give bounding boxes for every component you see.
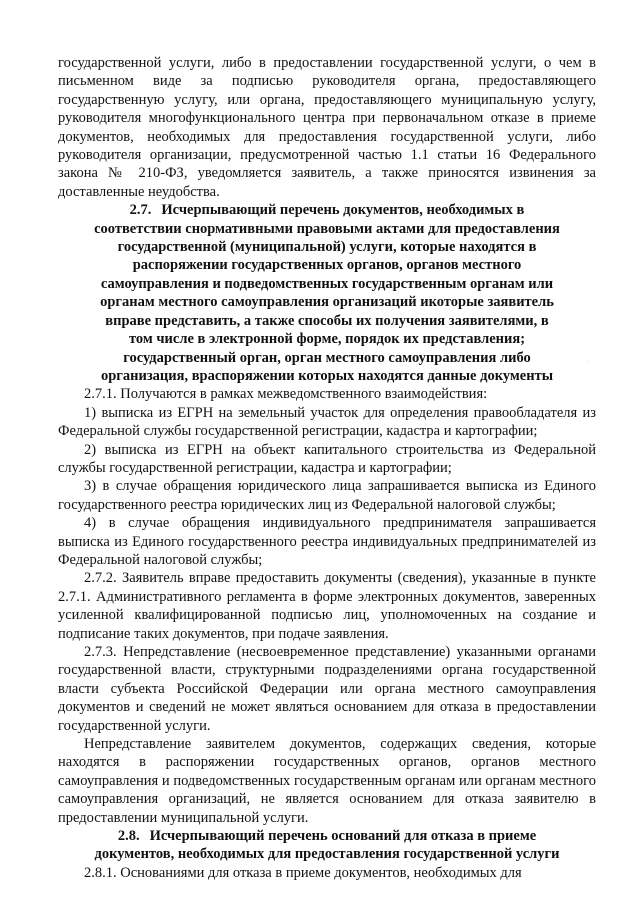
list-item-number: 2)	[84, 441, 105, 458]
section-title: Исчерпывающий перечень документов, необходимых в соответствии снормативными правовыми актами для предоставления государственной (муниципальной) услуги, которые находятся в распоряжении государственных органов, органов местного самоуправления и подведомственных государственным органам или органам местного самоуправления организаций икоторые заявитель вправе представить, а также способы их получения заявителями, в том числе в электронной форме, порядок их представления; государственный орган, орган местного самоуправления либо организация, враспоряжении которых находятся данные документы	[94, 202, 560, 384]
list-item-text: в случае обращения юридического лица запрашивается выписка из Единого государственного реестра юридических лиц из Федеральной налоговой службы;	[58, 478, 596, 513]
list-item-number: 3)	[84, 478, 103, 495]
section-heading-2-8	[58, 827, 596, 864]
list-item-text: выписка из ЕГРН на объект капитального строительства из Федеральной службы государственной регистрации, кадастра и картографии;	[58, 441, 596, 476]
list-item	[58, 404, 596, 441]
section-heading-2-7	[58, 201, 596, 385]
section-number: 2.8.	[117, 828, 140, 845]
list-item-number: 4)	[84, 515, 109, 532]
paragraph-non-submission: Непредставление заявителем документов, содержащих сведения, которые находятся в распоряжении государственных органов, органов местного самоуправления и подведомственных государственным органам или органам местного самоуправления организаций, не является основанием для отказа заявителю в предоставлении муниципальной услуги.	[58, 736, 596, 826]
list-item-number: 1)	[84, 404, 102, 421]
paragraph-continuation: государственной услуги, либо в предоставлении государственной услуги, о чем в письменном виде за подписью руководителя органа, предоставляющего государственную услугу, или органа, предоставляющего муниципальную услугу, руководителя многофункционального центра при первоначальном отказе в приеме документов, необходимых для предоставления государственной услуги, либо руководителя организации, предусмотренной частью 1.1 статьи 16 Федерального закона № 210-ФЗ, уведомляется заявитель, а также приносятся извинения за доставленные неудобства.	[58, 55, 596, 200]
paragraph-2-7-2: 2.7.2. Заявитель вправе предоставить документы (сведения), указанные в пункте 2.7.1. Административного регламента в форме электронных документов, заверенных усиленной квалифицированной подписью лиц, уполномоченных на создание и подписание таких документов, при подаче заявления.	[58, 570, 596, 642]
paragraph-2-7-3: 2.7.3. Непредставление (несвоевременное представление) указанными органами государственной власти, структурными подразделениями органа государственной власти субъекта Российской Федерации или органа местного самоуправления документов и сведений не может являться основанием для отказа в предоставлении государственной услуги.	[58, 644, 596, 734]
section-title: Исчерпывающий перечень оснований для отказа в приеме документов, необходимых для предоставления государственной услуги	[94, 828, 560, 863]
list-item	[58, 441, 596, 478]
section-number: 2.7.	[129, 202, 152, 219]
list-item-text: в случае обращения индивидуального предпринимателя запрашивается выписка из Единого государственного реестра индивидуальных предпринимателей из Федеральной налоговой службы;	[58, 515, 596, 568]
list-item	[58, 514, 596, 569]
list-item	[58, 477, 596, 514]
list-item-text: выписка из ЕГРН на земельный участок для определения правообладателя из Федеральной службы государственной регистрации, кадастра и картографии;	[58, 404, 596, 440]
paragraph-2-7-1: 2.7.1. Получаются в рамках межведомственного взаимодействия:	[84, 386, 488, 403]
paragraph-2-8-1: 2.8.1. Основаниями для отказа в приеме документов, необходимых для	[84, 864, 522, 881]
